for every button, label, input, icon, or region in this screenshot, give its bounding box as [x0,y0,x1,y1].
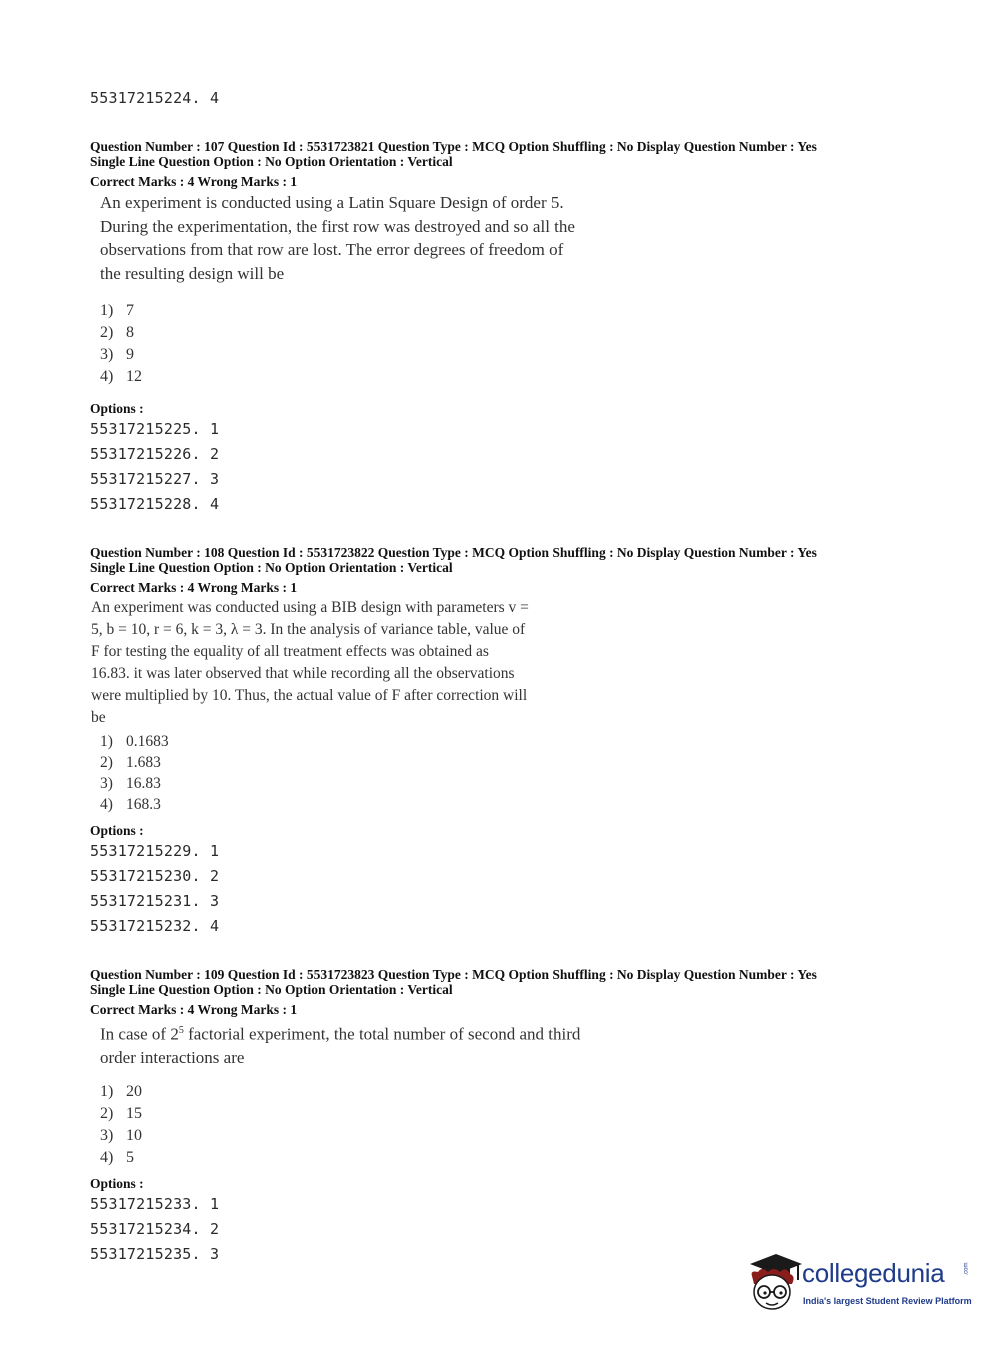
answer-choice: 4) 12 [100,368,142,385]
question-text-line: were multiplied by 10. Thus, the actual value of F after correction will [91,687,528,704]
marks-info: Correct Marks : 4 Wrong Marks : 1 [90,580,298,595]
answer-choice: 1) 7 [100,302,134,319]
question-text-line: be [91,709,106,726]
question-text-line: order interactions are [100,1048,245,1068]
answer-choices [100,1081,142,1169]
marks-info: Correct Marks : 4 Wrong Marks : 1 [90,174,298,189]
question-meta-options: Single Line Question Option : No Option Orientation : Vertical [90,982,453,997]
question-text-line: observations from that row are lost. The error degrees of freedom of [100,240,564,259]
option-code: 55317215225. 1 [90,420,220,438]
answer-choice: 1) 0.1683 [100,733,169,750]
question-text-line: the resulting design will be [100,263,285,283]
option-code: 55317215228. 4 [90,495,220,513]
logo-domain: .com [963,1262,970,1276]
option-code: 55317215230. 2 [90,867,220,885]
collegedunia-logo[interactable] [742,1250,972,1320]
marks-info: Correct Marks : 4 Wrong Marks : 1 [90,1002,298,1017]
question-text-line: 5, b = 10, r = 6, k = 3, λ = 3. In the analysis of variance table, value of [91,621,526,638]
answer-choices [100,300,142,388]
option-code: 55317215233. 1 [90,1195,220,1213]
question-text-line: F for testing the equality of all treatment effects was obtained as [91,643,489,660]
options-label: Options : [90,1176,144,1191]
option-codes [90,839,219,939]
question-text-line: An experiment is conducted using a Latin Square Design of order 5. [100,193,564,212]
answer-choice: 2) 15 [100,1105,142,1122]
option-code: 55317215226. 2 [90,445,220,463]
question-text-line: An experiment was conducted using a BIB design with parameters v = [91,599,529,616]
logo-wordmark: collegedunia [802,1258,945,1288]
answer-choice: 3) 10 [100,1127,142,1144]
answer-choice: 2) 1.683 [100,754,161,771]
answer-choice: 3) 16.83 [100,775,161,792]
mascot-icon [742,1250,802,1316]
question-text [100,191,575,285]
option-codes [90,1192,219,1267]
option-code: 55317215234. 2 [90,1220,220,1238]
option-code: 55317215224. 4 [90,89,220,107]
question-text-line: During the experimentation, the first row was destroyed and so all the [100,216,575,236]
option-code: 55317215232. 4 [90,917,220,935]
answer-choice: 2) 8 [100,324,134,341]
option-code: 55317215231. 3 [90,892,220,910]
question-meta: Question Number : 108 Question Id : 5531723822 Question Type : MCQ Option Shuffling : No Display Question Number : Yes [90,545,817,560]
answer-choice: 1) 20 [100,1083,142,1100]
answer-choice: 4) 168.3 [100,796,161,813]
question-text-line: 16.83. it was later observed that while recording all the observations [91,665,515,682]
option-code: 55317215229. 1 [90,842,220,860]
question-text [100,1019,580,1070]
answer-choice: 4) 5 [100,1149,134,1166]
options-label: Options : [90,401,144,416]
answer-choices [100,731,169,815]
question-meta: Question Number : 109 Question Id : 5531723823 Question Type : MCQ Option Shuffling : No Display Question Number : Yes [90,967,817,982]
question-text [91,597,529,729]
option-codes [90,417,219,517]
options-label: Options : [90,823,144,838]
question-meta: Question Number : 107 Question Id : 5531723821 Question Type : MCQ Option Shuffling : No Display Question Number : Yes [90,139,817,154]
option-code: 55317215227. 3 [90,470,220,488]
exponent: 5 [178,1025,184,1036]
option-code: 55317215235. 3 [90,1245,220,1263]
question-text-line: In case of $2^5$ factorial experiment, the total number of second and third [100,1024,581,1044]
logo-tagline: India's largest Student Review Platform [803,1296,972,1306]
question-meta-options: Single Line Question Option : No Option Orientation : Vertical [90,154,453,169]
answer-choice: 3) 9 [100,346,134,363]
question-meta-options: Single Line Question Option : No Option Orientation : Vertical [90,560,453,575]
